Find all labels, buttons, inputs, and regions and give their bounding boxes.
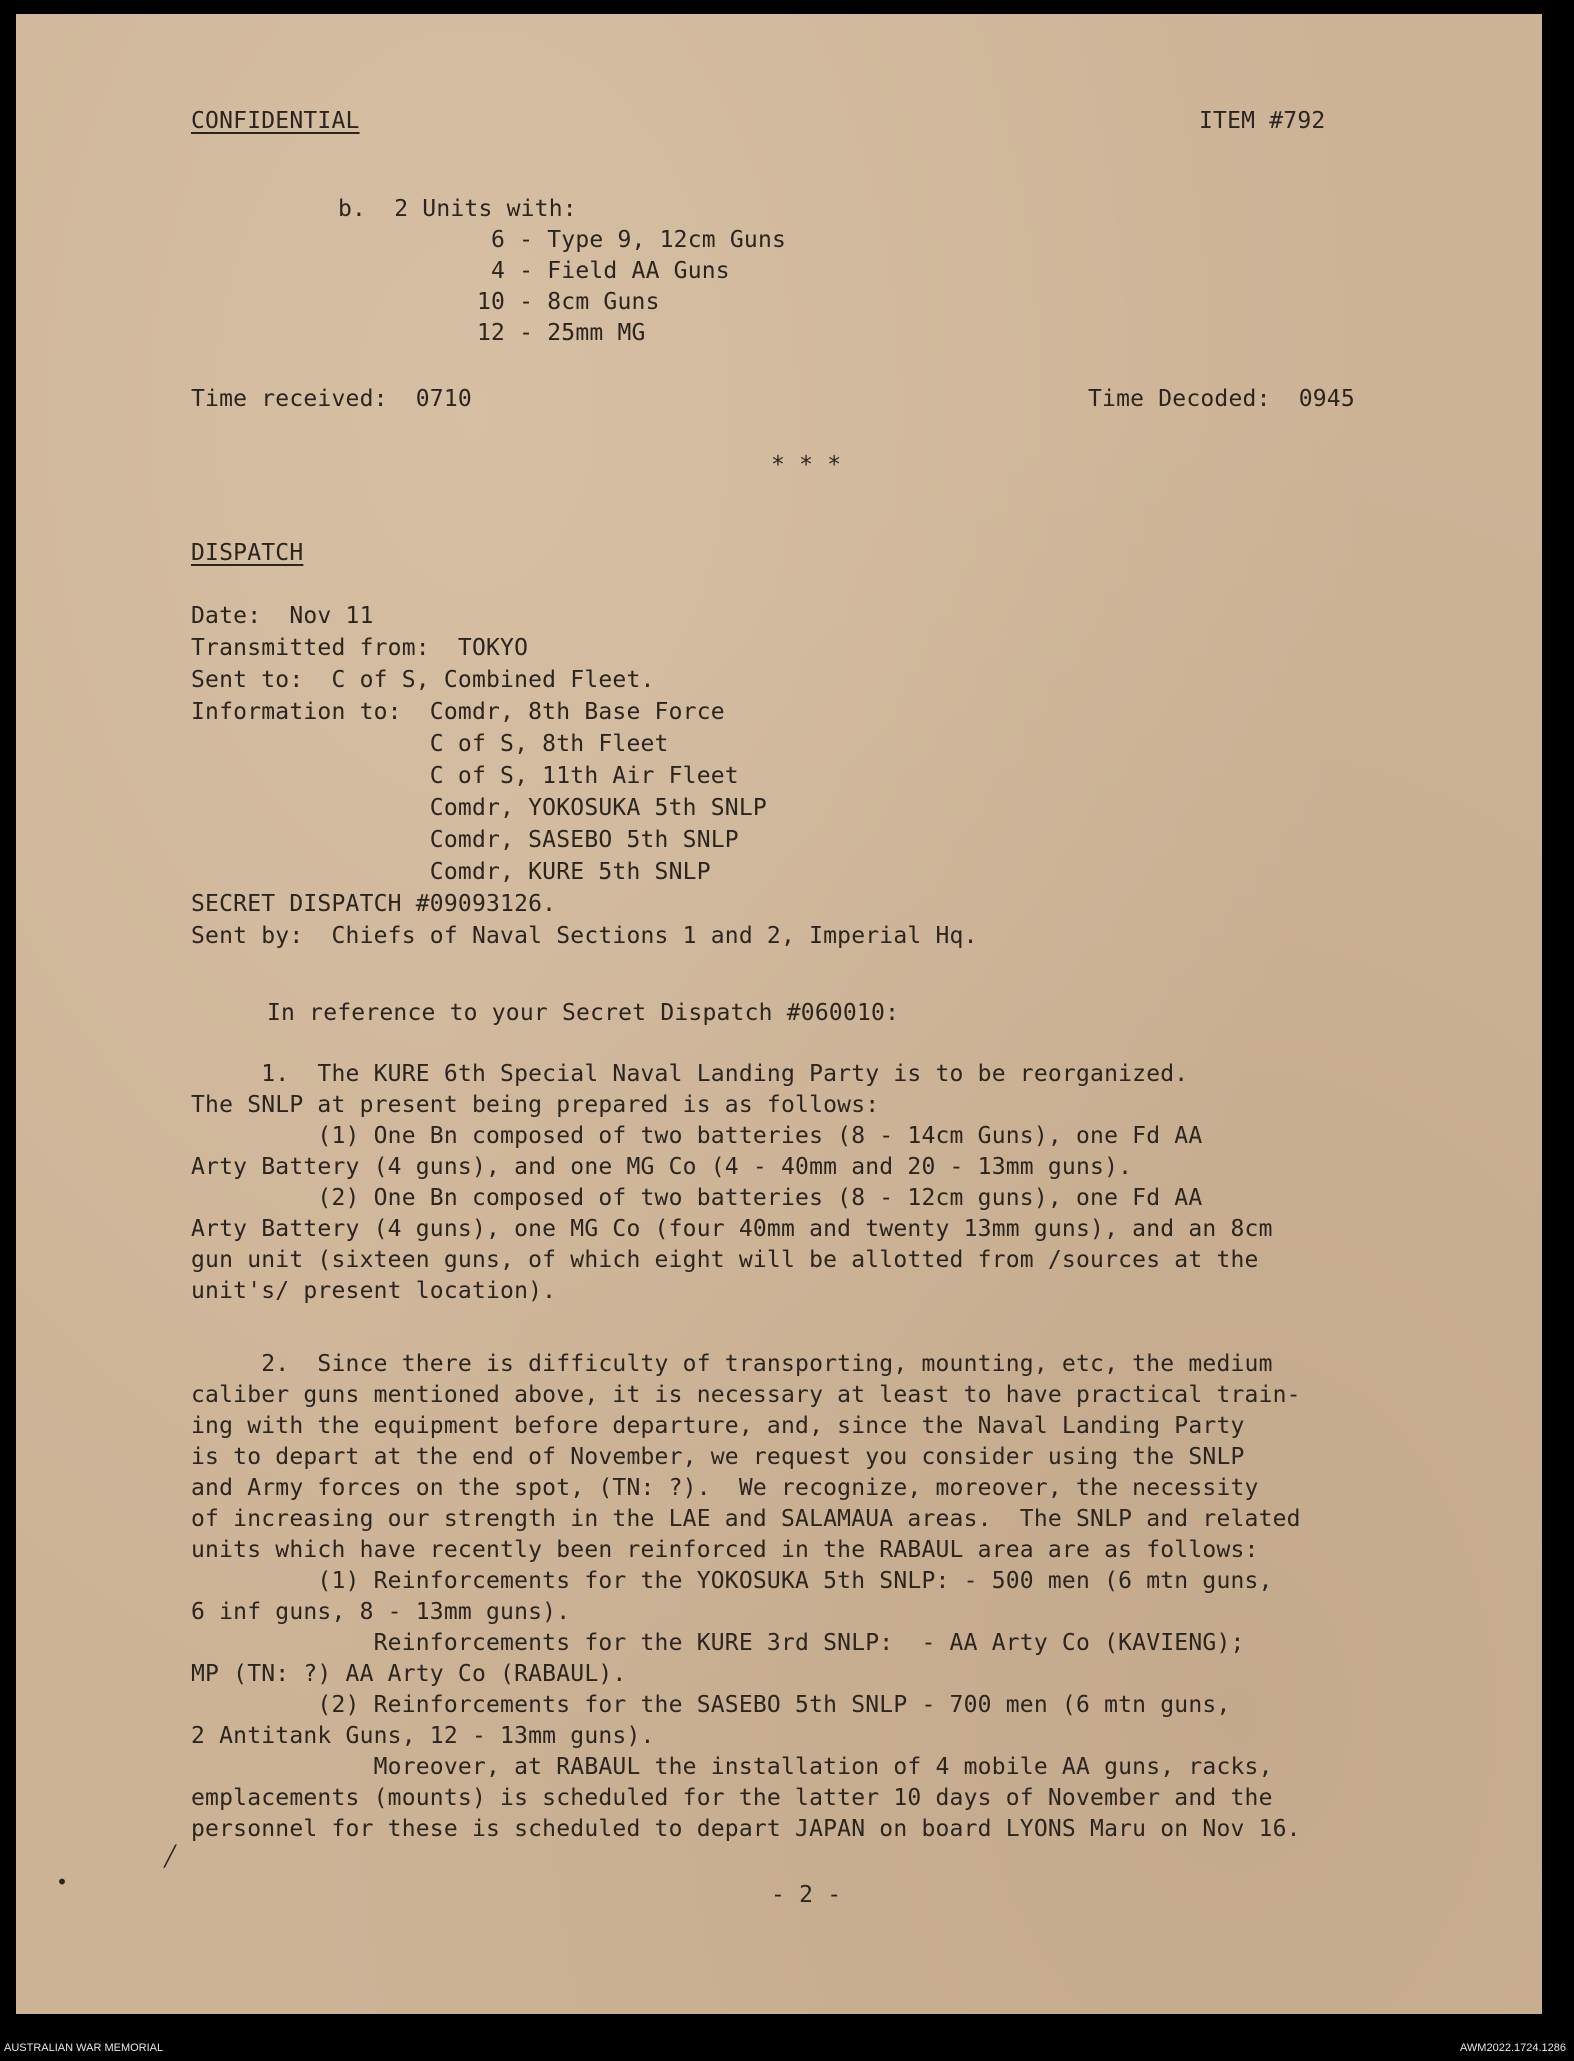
pencil-tick-mark: ╱ — [164, 1844, 177, 1868]
dispatch-information-to: C of S, 8th Fleet — [191, 731, 669, 757]
time-decoded: Time Decoded: 0945 — [1088, 386, 1355, 412]
list-item: 10 - 8cm Guns — [477, 289, 660, 315]
section-separator: * * * — [771, 452, 842, 478]
text-line: caliber guns mentioned above, it is necessary at least to have practical train- — [191, 1382, 1301, 1408]
text-line: (2) One Bn composed of two batteries (8 - 12cm guns), one Fd AA — [191, 1185, 1203, 1211]
text-line: Reinforcements for the KURE 3rd SNLP: - AA Arty Co (KAVIENG); — [191, 1630, 1245, 1656]
text-line: unit's/ present location). — [191, 1278, 557, 1304]
dispatch-information-to: Information to: Comdr, 8th Base Force — [191, 699, 725, 725]
dispatch-sent-by: Sent by: Chiefs of Naval Sections 1 and 2, Imperial Hq. — [191, 923, 978, 949]
dispatch-information-to: Comdr, KURE 5th SNLP — [191, 859, 711, 885]
text-line: 2. Since there is difficulty of transporting, mounting, etc, the medium — [191, 1351, 1273, 1377]
text-line: ing with the equipment before departure, and, since the Naval Landing Party — [191, 1413, 1245, 1439]
list-item: 12 - 25mm MG — [477, 320, 646, 346]
text-line: 6 inf guns, 8 - 13mm guns). — [191, 1599, 571, 1625]
text-line: (2) Reinforcements for the SASEBO 5th SNLP - 700 men (6 mtn guns, — [191, 1692, 1231, 1718]
time-received: Time received: 0710 — [191, 386, 472, 412]
dispatch-date: Date: Nov 11 — [191, 603, 374, 629]
document-page — [16, 14, 1542, 2014]
units-heading: b. 2 Units with: — [338, 196, 577, 222]
text-line: Moreover, at RABAUL the installation of 4 mobile AA guns, racks, — [191, 1754, 1273, 1780]
dispatch-sent-to: Sent to: C of S, Combined Fleet. — [191, 667, 655, 693]
footer-archive-name: AUSTRALIAN WAR MEMORIAL — [4, 2042, 164, 2054]
dispatch-transmitted-from: Transmitted from: TOKYO — [191, 635, 529, 661]
text-line: emplacements (mounts) is scheduled for the latter 10 days of November and the — [191, 1785, 1273, 1811]
text-line: Arty Battery (4 guns), one MG Co (four 40mm and twenty 13mm guns), and an 8cm — [191, 1216, 1273, 1242]
text-line: (1) One Bn composed of two batteries (8 - 14cm Guns), one Fd AA — [191, 1123, 1203, 1149]
text-line: and Army forces on the spot, (TN: ?). We recognize, moreover, the necessity — [191, 1475, 1259, 1501]
footer-archive-reference: AWM2022.1724.1286 — [1460, 2042, 1566, 2054]
text-line: units which have recently been reinforced in the RABAUL area are as follows: — [191, 1537, 1259, 1563]
dispatch-information-to: Comdr, SASEBO 5th SNLP — [191, 827, 739, 853]
text-line: 1. The KURE 6th Special Naval Landing Party is to be reorganized. — [191, 1061, 1189, 1087]
ink-dot-mark: • — [56, 1870, 69, 1894]
dispatch-number: SECRET DISPATCH #09093126. — [191, 891, 557, 917]
list-item: 6 - Type 9, 12cm Guns — [477, 227, 787, 253]
text-line: Arty Battery (4 guns), and one MG Co (4 - 40mm and 20 - 13mm guns). — [191, 1154, 1133, 1180]
page-number: - 2 - — [771, 1882, 842, 1908]
dispatch-reference: In reference to your Secret Dispatch #060010: — [267, 1000, 900, 1026]
text-line: 2 Antitank Guns, 12 - 13mm guns). — [191, 1723, 655, 1749]
item-number: ITEM #792 — [1199, 108, 1326, 134]
classification-label: CONFIDENTIAL — [191, 108, 360, 134]
text-line: of increasing our strength in the LAE and SALAMAUA areas. The SNLP and related — [191, 1506, 1301, 1532]
dispatch-title: DISPATCH — [191, 540, 304, 566]
text-line: (1) Reinforcements for the YOKOSUKA 5th SNLP: - 500 men (6 mtn guns, — [191, 1568, 1273, 1594]
dispatch-information-to: Comdr, YOKOSUKA 5th SNLP — [191, 795, 767, 821]
list-item: 4 - Field AA Guns — [477, 258, 730, 284]
text-line: personnel for these is scheduled to depart JAPAN on board LYONS Maru on Nov 16. — [191, 1816, 1301, 1842]
text-line: is to depart at the end of November, we request you consider using the SNLP — [191, 1444, 1245, 1470]
dispatch-information-to: C of S, 11th Air Fleet — [191, 763, 739, 789]
text-line: The SNLP at present being prepared is as follows: — [191, 1092, 880, 1118]
text-line: gun unit (sixteen guns, of which eight will be allotted from /sources at the — [191, 1247, 1259, 1273]
text-line: MP (TN: ?) AA Arty Co (RABAUL). — [191, 1661, 627, 1687]
